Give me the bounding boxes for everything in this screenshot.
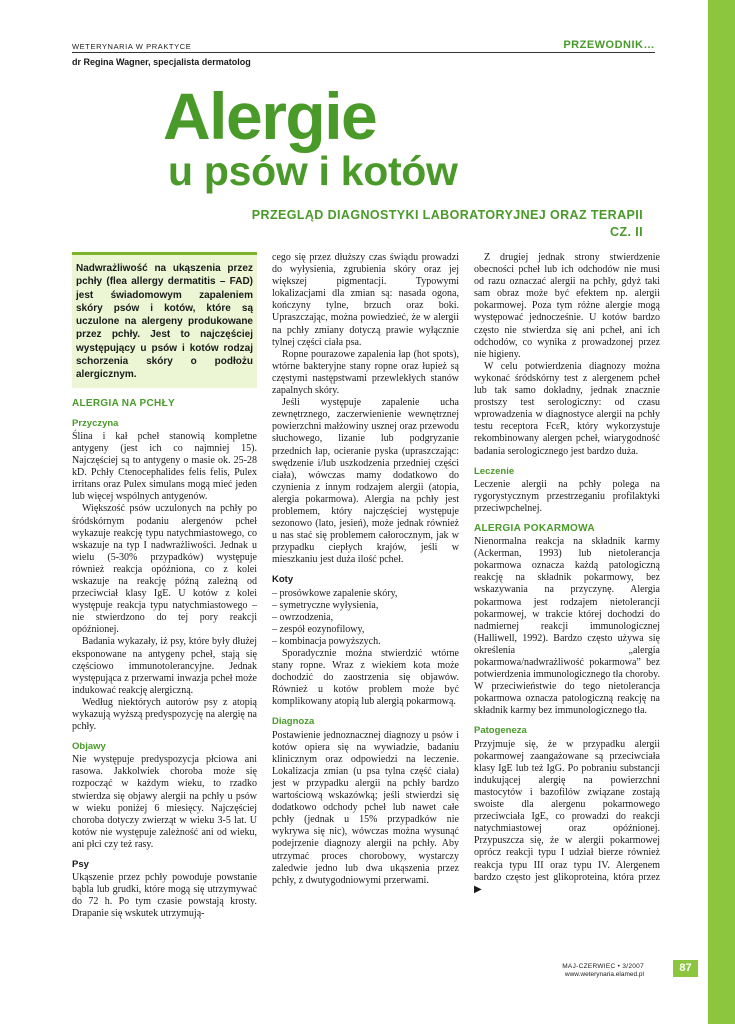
subheading-treatment: Leczenie	[474, 465, 515, 477]
paragraph: W celu potwierdzenia diagnozy można wykonać śródskórny test z alergenem pcheł lub tak samo dokładny, jednak znacznie prostszy test serologiczny: od czasu wprowadzenia w diagnostyce alergii na pchły testu receptora FcεR, który wykorzystuje rekombinowany alergen pcheł, wiarygodność badania serologicznego jest bardzo duża.	[474, 360, 660, 457]
subtitle-text: PRZEGLĄD DIAGNOSTYKI LABORATORYJNEJ ORAZ TERAPII	[251, 208, 643, 222]
subheading-symptoms: Objawy	[72, 741, 106, 753]
header-divider	[72, 52, 655, 53]
subheading-cause: Przyczyna	[72, 417, 119, 429]
section-label: PRZEWODNIK…	[563, 39, 655, 51]
list-item: – zespół eozynofilowy,	[272, 623, 365, 635]
magazine-name: WETERYNARIA W PRAKTYCE	[72, 42, 192, 51]
list-item: – kombinacja powyższych.	[272, 635, 381, 647]
article-title-sub: u psów i kotów	[168, 148, 458, 194]
list-item: – owrzodzenia,	[272, 611, 334, 623]
paragraph: Przyjmuje się, że w przypadku alergii pokarmowej zaangażowane są przeciwciała klasy IgE lub też IgG. Po pobraniu substancji indukującej alergię na powierzchni mastocytów i bazofilów związane zostają swoiste dla alergenu pokarmowego przeciwciała IgE, co prowadzi do reakcji natychmiastowej oraz opóźnionej. Przypuszcza się, że w alergii pokarmowej oprócz reakcji typu I udział bierze również reakcja typu III oraz typu IV. Alergenem bardzo często jest glikoproteina, która przez ▶	[474, 738, 660, 895]
subheading-cats: Koty	[272, 574, 294, 586]
section-heading-flea-allergy: ALERGIA NA PCHŁY	[72, 397, 175, 409]
column-3	[474, 252, 660, 896]
list-item: – symetryczne wyłysienia,	[272, 599, 379, 611]
column-2	[272, 252, 459, 887]
paragraph: Według niektórych autorów psy z atopią wykazują wyższą predyspozycję na alergię na pchły.	[72, 696, 257, 733]
author-line: dr Regina Wagner, specjalista dermatolog	[72, 57, 251, 67]
article-subtitle	[178, 207, 643, 241]
paragraph: Sporadycznie można stwierdzić wtórne stany ropne. Wraz z wiekiem kota może dochodzić do zaostrzenia się objawów. Również u kotów problem może być komplikowany atopią lub alergią pokarmową.	[272, 648, 459, 708]
subtitle-part: CZ. II	[610, 225, 643, 239]
paragraph: Ukąszenie przez pchły powoduje powstanie bąbla lub grudki, które mogą się utrzymywać do 72 h. Po tym czasie powstają krosty. Drapanie się wskutek utrzymują-	[72, 872, 257, 920]
subheading-pathogenesis: Patogeneza	[474, 725, 527, 737]
paragraph: Z drugiej jednak strony stwierdzenie obecności pcheł lub ich odchodów nie musi od razu oznaczać alergii na pchły, gdyż taki sam obraz może być efektem np. alergii pokarmowej. Poza tym różne alergie mogą występować jednocześnie. U kotów bardzo często nie stwierdza się ani pcheł, ani ich odchodów, co wynika z prowadzonej przez nie higieny.	[474, 252, 660, 360]
paragraph: Większość psów uczulonych na pchły po śródskórnym podaniu alergenów pcheł wykazuje reakcję typu natychmiastowego, co wskazuje na typ I nadwrażliwości. Jednak u wielu (5-30% przypadków) występuje również reakcja opóźniona, co z kolei wskazuje na reakcję późną zależną od przeciwciał klasy IgE. U kotów z kolei występuje reakcja typu natychmiastowego – nie stwierdzono do tej pory reakcji opóźnionej.	[72, 503, 257, 636]
paragraph: Leczenie alergii na pchły polega na rygorystycznym przestrzeganiu profilaktyki przeciwpchelnej.	[474, 478, 660, 514]
paragraph: Nienormalna reakcja na składnik karmy (Ackerman, 1993) lub nietolerancja pokarmowa oznacza każdą patologiczną reakcję na składnik pokarmowy, bez wskazywania na przyczynę. Alergia pokarmowa jest rodzajem nietolerancji pokarmowej, w trakcie której dochodzi do nadmiernej reakcji immunologicznej (Halliwell, 1992). Bardzo często używa się określenia „alergia pokarmowa/nadwrażliwość pokarmowa” bez potwierdzenia immunologicznego tła choroby. W przeciwieństwie do tego nietolerancja pokarmowa oznacza patologiczną reakcję na składnik karmy bez immunologicznego tła.	[474, 536, 660, 717]
paragraph: Postawienie jednoznacznej diagnozy u psów i kotów opiera się na wywiadzie, badaniu klinicznym oraz odpowiedzi na leczenie. Lokalizacja zmian (u psa tylna część ciała) jest w przypadku alergii na pchły bardzo wartościową wskazówką; jeśli stwierdzi się dodatkowo odchody pcheł lub nawet całe pchły (jednak u 15% przypadków nie wykrywa się nic), wówczas można wysunąć podejrzenie diagnozy alergii na pchły. Aby utrzymać proces chorobowy, wystarczy zaledwie jedno lub dwa ukąszenia przez pchły, z dwutygodniowymi przerwami.	[272, 729, 459, 886]
footer-url[interactable]: www.weterynaria.elamed.pl	[564, 971, 644, 978]
paragraph: Jeśli występuje zapalenie ucha zewnętrznego, zaczerwienienie wewnętrznej powierzchni małżowiny usznej oraz przewodu słuchowego, lizanie lub podgryzanie przednich łap, ocieranie pyska (upraszczając: swędzenie i/lub uszkodzenia przedniej części ciała), wówczas mamy dodatkowo do czynienia z innym rodzajem alergii (atopia, alergia pokarmowa). Alergia na pchły jest problemem, który najczęściej występuje sezonowo (lato, jesień), może jednak również u nas stać się problemem całorocznym, jak w przypadku ciepłych krajów, jeśli w mieszkaniu jest duża ilość pcheł.	[272, 397, 459, 566]
paragraph: Ropne pourazowe zapalenia łap (hot spots), wtórne bakteryjne stany ropne oraz łupież są częstymi następstwami przewlekłych stanów zapalnych skóry.	[272, 348, 459, 397]
subheading-diagnosis: Diagnoza	[272, 716, 315, 728]
list-item: – prosówkowe zapalenie skóry,	[272, 587, 398, 599]
lead-box: Nadwrażliwość na ukąszenia przez pchły (flea allergy dermatitis – FAD) jest świadomowym zapaleniem skóry psów i kotów, które są uczulone na alergeny produkowane przez pchły. Jest to najczęściej występujący u psów i kotów rodzaj schorzenia skóry o podłożu alergicznym.	[72, 252, 257, 388]
page-number: 87	[673, 960, 698, 977]
paragraph: cego się przez dłuższy czas świądu prowadzi do wyłysienia, zgrubienia skóry oraz jej większej pigmentacji. Typowymi lokalizacjami dla zmian są: nasada ogona, kończyny tylne, brzuch oraz boki. Upraszczając, można powiedzieć, że w alergii na pchły zmiany dotyczą prawie wyłącznie tylnej części ciała psa.	[272, 252, 459, 348]
footer-issue: MAJ-CZERWIEC • 3/2007	[562, 963, 644, 970]
paragraph: Nie występuje predyspozycja płciowa ani rasowa. Jakkolwiek choroba może się rozpocząć w każdym wieku, to rzadko stwierdza się objawy alergii na pchły u psów w wieku poniżej 6 miesięcy. Najczęściej choroba dotyczy zwierząt w wieku 3-5 lat. U kotów nie występuje zależność ani od wieku, ani płci czy też rasy.	[72, 754, 257, 850]
subheading-dogs: Psy	[72, 859, 89, 871]
article-title: Alergie	[163, 79, 377, 153]
section-heading-food-allergy: ALERGIA POKARMOWA	[474, 522, 595, 534]
green-side-bar	[708, 0, 735, 1024]
cats-symptoms-list	[272, 588, 459, 648]
column-1	[72, 252, 257, 921]
paragraph: Badania wykazały, iż psy, które były dłużej eksponowane na antygeny pcheł, stają się częściowo immunotolerancyjne. Jednak występująca z przerwami inwazja pcheł może indukować reakcję alergiczną.	[72, 636, 257, 696]
paragraph: Ślina i kał pcheł stanowią kompletne antygeny (jest ich co najmniej 15). Najczęściej są to antygeny o masie ok. 25-28 kD. Pchły Ctenocephalides felis felis, Pulex irritans oraz Pulex simulans mogą mieć jeden lub więcej wspólnych antygenów.	[72, 430, 257, 503]
